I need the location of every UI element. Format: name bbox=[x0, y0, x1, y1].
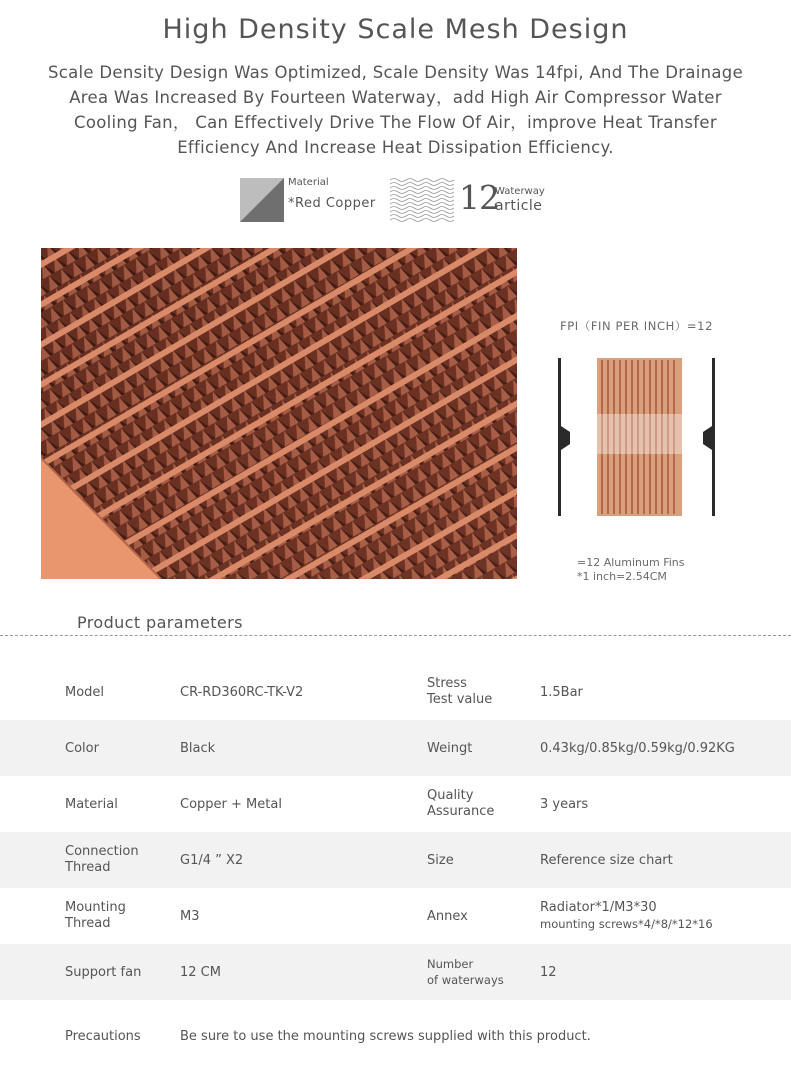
waterway-wave-icon bbox=[390, 178, 454, 222]
intro-line: Cooling Fan， Can Effectively Drive The Flow Of Air，improve Heat Transfer bbox=[74, 113, 717, 132]
copper-fin-photo bbox=[41, 248, 517, 579]
param-key-line: Connection bbox=[65, 844, 139, 859]
intro-line: Scale Density Design Was Optimized, Scale Density Was 14fpi, And The Drainage bbox=[47, 63, 744, 82]
intro-paragraph bbox=[30, 60, 761, 160]
param-key bbox=[427, 664, 540, 720]
param-key-line: Stress bbox=[427, 676, 467, 691]
param-value bbox=[540, 888, 791, 944]
param-key bbox=[0, 832, 180, 888]
table-row bbox=[0, 944, 791, 1000]
param-key-line: Number bbox=[427, 957, 474, 971]
table-row bbox=[0, 720, 791, 776]
param-value: Copper + Metal bbox=[180, 796, 282, 812]
param-key-line: Mounting bbox=[65, 900, 126, 915]
param-key bbox=[427, 944, 540, 1000]
param-key: Weingt bbox=[427, 720, 540, 776]
section-divider bbox=[0, 635, 791, 636]
param-key-line: Thread bbox=[65, 860, 111, 875]
param-value-line: mounting screws*4/*8/*12*16 bbox=[540, 917, 713, 931]
param-key: Annex bbox=[427, 908, 468, 924]
param-value: M3 bbox=[180, 908, 200, 924]
page-title: High Density Scale Mesh Design bbox=[162, 14, 629, 45]
param-key-line: Thread bbox=[65, 916, 111, 931]
param-value: 3 years bbox=[540, 796, 589, 812]
param-key bbox=[0, 888, 180, 944]
param-key-line: Test value bbox=[427, 692, 493, 707]
parameters-table bbox=[0, 664, 791, 1072]
param-key-line: of waterways bbox=[427, 973, 504, 987]
param-key: Color bbox=[0, 720, 180, 776]
param-key: Precautions bbox=[65, 1028, 141, 1044]
param-value: CR-RD360RC-TK-V2 bbox=[180, 684, 304, 700]
param-key: Size bbox=[427, 832, 540, 888]
table-row bbox=[0, 776, 791, 832]
table-row bbox=[0, 832, 791, 888]
fin-note-count: =12 Aluminum Fins bbox=[577, 556, 685, 569]
material-value: *Red Copper bbox=[288, 196, 376, 211]
param-key-line: Quality bbox=[427, 788, 474, 803]
material-label: Material bbox=[288, 177, 329, 188]
param-key: Model bbox=[65, 684, 105, 700]
param-value: G1/4 ” X2 bbox=[180, 832, 427, 888]
intro-line: Efficiency And Increase Heat Dissipation Efficiency. bbox=[177, 138, 614, 157]
param-value: 0.43kg/0.85kg/0.59kg/0.92KG bbox=[540, 720, 791, 776]
waterway-label: Waterway bbox=[495, 186, 545, 197]
param-value-line: Radiator*1/M3*30 bbox=[540, 900, 657, 915]
fpi-caption: FPI（FIN PER INCH）=12 bbox=[560, 319, 713, 333]
param-value: Reference size chart bbox=[540, 832, 791, 888]
fin-note-inch: *1 inch=2.54CM bbox=[577, 570, 667, 583]
param-value: Be sure to use the mounting screws supplied with this product. bbox=[180, 1028, 591, 1044]
param-key: Support fan bbox=[0, 944, 180, 1000]
waterway-count: 12 bbox=[459, 178, 499, 217]
waterway-value: article bbox=[495, 198, 543, 214]
table-row bbox=[0, 1000, 791, 1072]
table-row bbox=[0, 664, 791, 720]
param-key bbox=[427, 776, 540, 832]
param-value: 12 CM bbox=[180, 944, 427, 1000]
intro-line: Area Was Increased By Fourteen Waterway，add High Air Compressor Water bbox=[69, 88, 722, 107]
param-value: 1.5Bar bbox=[540, 684, 583, 700]
section-title: Product parameters bbox=[77, 613, 243, 632]
param-value: 12 bbox=[540, 944, 791, 1000]
material-swatch-icon bbox=[240, 178, 284, 222]
param-key: Material bbox=[65, 796, 118, 812]
param-value: Black bbox=[180, 720, 427, 776]
fin-diagram bbox=[550, 354, 730, 524]
table-row bbox=[0, 888, 791, 944]
param-key-line: Assurance bbox=[427, 804, 495, 819]
